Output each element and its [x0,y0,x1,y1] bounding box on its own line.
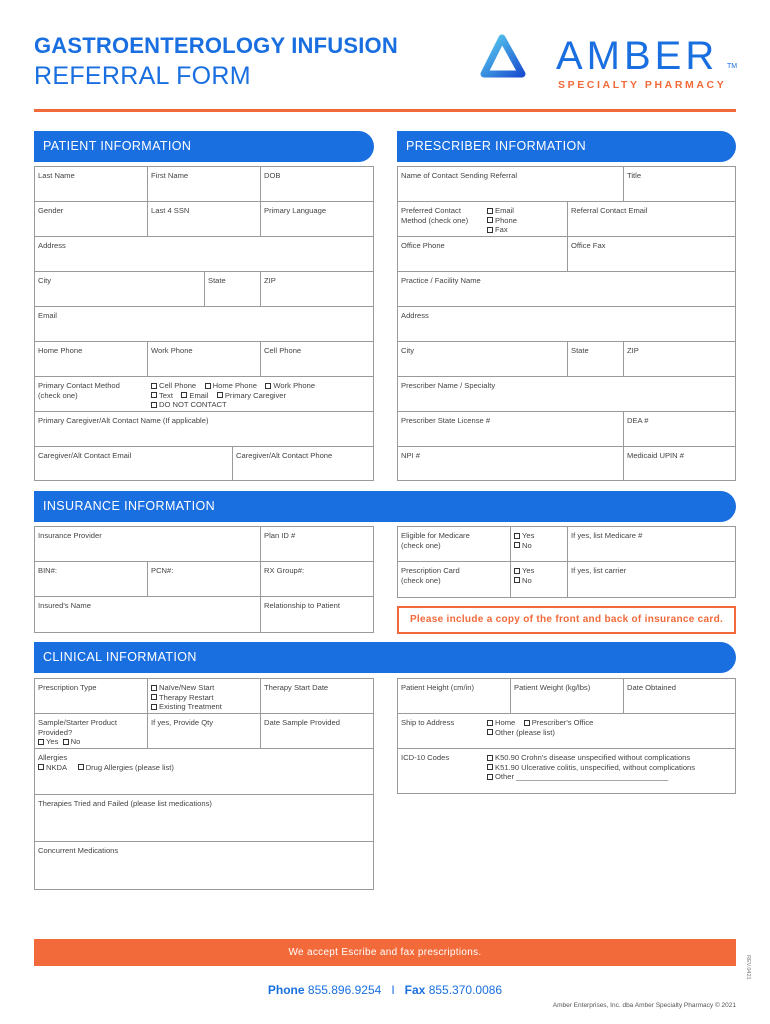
patient-address-field[interactable] [35,237,373,272]
label: Prescriber State License # [401,416,491,425]
label: K51.90 Ulcerative colitis, unspecified, without complications [495,762,696,772]
contact-line [0,983,770,997]
label: No [522,575,532,585]
label: Date Sample Provided [264,718,340,727]
height-field[interactable] [398,679,511,714]
opt-naive[interactable] [151,683,257,693]
opt-no[interactable] [63,737,81,746]
label: Email [189,390,209,400]
label: Yes [46,737,59,746]
icd10-options [487,753,695,782]
label: Address [38,241,66,250]
label: RX Group#: [264,566,305,575]
label: Title [627,171,642,180]
allergies-field [35,749,373,795]
escribe-banner: We accept Escribe and fax prescriptions. [34,939,736,966]
label: Plan ID # [264,531,296,540]
insurance-provider-field[interactable] [35,527,261,562]
label: Date Obtained [627,683,676,692]
patient-city-field[interactable] [35,272,205,307]
separator: I [391,983,395,997]
header-divider [34,109,736,112]
sample-product-field [35,714,148,749]
label: DO NOT CONTACT [159,400,227,409]
opt-k51[interactable] [487,763,695,773]
office-phone-field[interactable] [398,237,568,272]
label: DEA # [627,416,649,425]
insured-name-field[interactable] [35,597,261,632]
plan-id-field[interactable] [261,527,373,562]
opt-work-phone[interactable] [265,381,315,390]
concurrent-meds-field[interactable] [35,842,373,889]
referral-email-field[interactable] [568,202,735,237]
label: Work Phone [151,346,193,355]
opt-existing[interactable] [151,702,257,712]
label: (check one) [38,390,78,400]
label: Prescriber's Office [531,718,594,727]
label: Name of Contact Sending Referral [401,171,518,180]
office-fax-field[interactable] [568,237,735,272]
checkbox[interactable] [487,764,493,770]
label: Work Phone [273,381,316,390]
brand-tm: TM [727,63,738,70]
checkbox[interactable] [487,227,493,233]
opt-email[interactable] [487,206,517,216]
insurance-grid-right [397,526,736,598]
checkbox[interactable] [487,720,493,726]
label: Therapy Restart [159,692,214,702]
label: Text [159,390,173,400]
opt-phone[interactable] [487,216,517,226]
rx-group-field[interactable] [261,562,373,597]
caregiver-email-field[interactable] [35,447,233,480]
clinical-grid-right [397,678,736,794]
label: Primary Caregiver/Alt Contact Name (If applicable) [38,416,209,425]
phone-number[interactable]: 855.896.9254 [307,983,382,997]
checkbox[interactable] [487,774,493,780]
label: Primary Contact Method [38,381,120,390]
opt-no[interactable] [514,576,564,586]
prescriber-section-header: PRESCRIBER INFORMATION [397,131,736,162]
opt-yes[interactable] [38,737,58,746]
patient-section-header: PATIENT INFORMATION [34,131,374,162]
label: First Name [151,171,189,180]
opt-icd-other[interactable] [487,772,695,782]
label: Eligible for Medicare [401,531,470,540]
label: Yes [522,566,535,575]
fax-number[interactable]: 855.370.0086 [428,983,503,997]
label: DOB [264,171,281,180]
label: Patient Height (cm/in) [401,683,475,692]
label: Concurrent Medications [38,846,119,855]
label: ZIP [264,276,276,285]
label: Therapies Tried and Failed (please list medications) [38,799,212,808]
date-sample-field[interactable] [261,714,373,749]
contact-name-field[interactable] [398,167,624,202]
weight-field[interactable] [511,679,624,714]
label: Other ____________________________________ [495,772,669,781]
label: PCN#: [151,566,174,575]
gender-field[interactable] [35,202,148,237]
checkbox[interactable] [151,694,157,700]
opt-text[interactable] [151,391,173,400]
therapies-tried-field[interactable] [35,795,373,842]
checkbox[interactable] [63,739,69,745]
therapy-start-field[interactable] [261,679,373,714]
label: Other (please list) [495,727,555,737]
icd10-row [398,749,735,793]
opt-restart[interactable] [151,693,257,703]
medicare-number-field[interactable] [568,527,735,562]
primary-contact-label [38,381,120,400]
label: If yes, list carrier [571,566,627,575]
primary-language-field[interactable] [261,202,373,237]
bin-field[interactable] [35,562,148,597]
brand-name: AMBER [556,34,719,78]
label: Primary Language [264,206,327,215]
practice-field[interactable] [398,272,735,307]
label: Insured's Name [38,601,91,610]
sample-qty-field[interactable] [148,714,261,749]
label: Address [401,311,429,320]
opt-yes[interactable] [514,531,564,541]
ship-to-options [487,718,593,737]
label: Fax [495,225,508,234]
checkbox[interactable] [151,383,157,389]
prescription-type-options [148,679,261,714]
prescriber-city-field[interactable] [398,342,568,377]
label: NKDA [46,762,68,772]
checkbox[interactable] [38,764,44,770]
label: Home Phone [212,381,257,390]
prescription-card-label [398,562,511,597]
label: Existing Treatment [159,702,222,711]
label: Prescription Card [401,566,460,575]
form-title: GASTROENTEROLOGY INFUSION [34,33,398,58]
label: Therapy Start Date [264,683,329,692]
checkbox[interactable] [487,208,493,214]
checkbox[interactable] [487,217,493,223]
fax-label: Fax [404,983,426,997]
checkbox[interactable] [205,383,211,389]
opt-cell-phone[interactable] [151,381,196,390]
label: BIN#: [38,566,57,575]
caregiver-name-field[interactable] [35,412,373,447]
checkbox[interactable] [151,402,157,408]
opt-office[interactable] [524,718,594,727]
preferred-contact-row [398,202,568,237]
label: Prescriber Name / Specialty [401,381,496,390]
phone-label: Phone [267,983,305,997]
label: Cell Phone [159,381,197,390]
insurance-section-header: INSURANCE INFORMATION [34,491,736,522]
prescriber-address-field[interactable] [398,307,735,342]
checkbox[interactable] [524,720,530,726]
label: Last Name [38,171,75,180]
label: Patient Weight (kg/lbs) [514,683,591,692]
label: Home Phone [38,346,83,355]
opt-primary-caregiver[interactable] [217,391,286,400]
label: Insurance Provider [38,531,102,540]
opt-k50[interactable] [487,753,695,763]
label: Email [38,311,57,320]
label: If yes, Provide Qty [151,718,214,727]
opt-drug-allergies[interactable] [78,763,174,772]
label: Caregiver/Alt Contact Phone [236,451,333,460]
label: City [38,276,52,285]
label: Preferred Contact [401,206,461,215]
label: Cell Phone [264,346,302,355]
label: Office Phone [401,241,445,250]
label: No [70,737,81,746]
opt-home-phone[interactable] [205,381,257,390]
label: Drug Allergies (please list) [85,762,174,772]
label: Medicaid UPIN # [627,451,684,460]
npi-field[interactable] [398,447,624,480]
eligible-medicare-label [398,527,511,562]
preferred-contact-options [487,206,517,235]
opt-other[interactable] [487,728,593,738]
label: If yes, list Medicare # [571,531,643,540]
checkbox[interactable] [265,383,271,389]
patient-email-field[interactable] [35,307,373,342]
label: Referral Contact Email [571,206,648,215]
card-options [511,562,568,597]
label: K50.90 Crohn's disease unspecified without complications [495,753,691,762]
dob-field[interactable] [261,167,373,202]
date-obtained-field[interactable] [624,679,735,714]
label: Naïve/New Start [159,683,215,692]
first-name-field[interactable] [148,167,261,202]
ship-to-row [398,714,735,749]
opt-home[interactable] [487,718,515,727]
relationship-field[interactable] [261,597,373,632]
clinical-grid-left [34,678,374,890]
label: Relationship to Patient [264,601,340,610]
prescriber-name-field[interactable] [398,377,735,412]
label: (check one) [401,575,441,585]
checkbox[interactable] [151,685,157,691]
label: Yes [522,531,535,540]
label: NPI # [401,451,420,460]
copyright: Amber Enterprises, Inc. dba Amber Specialty Pharmacy © 2021 [552,1002,736,1009]
label: Caregiver/Alt Contact Email [38,451,132,460]
prescription-type-label [35,679,148,714]
label: Practice / Facility Name [401,276,481,285]
pcn-field[interactable] [148,562,261,597]
revision-code: REV.0421 [745,955,751,980]
preferred-contact-label [401,206,468,225]
title-field[interactable] [624,167,735,202]
last-name-field[interactable] [35,167,148,202]
label: Office Fax [571,241,606,250]
last4ssn-field[interactable] [148,202,261,237]
patient-grid [34,166,374,481]
insurance-grid-left [34,526,374,633]
work-phone-field[interactable] [148,342,261,377]
label: State [571,346,589,355]
state-license-field[interactable] [398,412,624,447]
cell-phone-field[interactable] [261,342,373,377]
checkbox[interactable] [514,533,520,539]
label: Last 4 SSN [151,206,190,215]
carrier-field[interactable] [568,562,735,597]
label: (check one) [401,540,441,550]
primary-contact-method-row [35,377,373,412]
checkbox[interactable] [38,739,44,745]
label: Ship to Address [401,718,455,727]
patient-zip-field[interactable] [261,272,373,307]
prescriber-state-field[interactable] [568,342,624,377]
checkbox[interactable] [151,392,157,398]
brand-subtitle: SPECIALTY PHARMACY [558,79,727,91]
label: Prescription Type [38,683,97,692]
label: Home [495,718,516,727]
label: ZIP [627,346,639,355]
label: Allergies [38,753,68,762]
checkbox[interactable] [151,704,157,710]
label: ICD-10 Codes [401,753,450,762]
opt-nkda[interactable] [38,763,67,772]
label: Email [495,206,514,215]
label: Primary Caregiver [224,390,287,400]
checkbox[interactable] [487,755,493,761]
caregiver-phone-field[interactable] [233,447,373,480]
checkbox[interactable] [217,392,223,398]
form-subtitle: REFERRAL FORM [34,62,251,90]
medicare-options [511,527,568,562]
opt-email[interactable] [181,391,208,400]
prescriber-grid [397,166,736,481]
label: City [401,346,415,355]
opt-yes[interactable] [514,566,564,576]
checkbox[interactable] [514,542,520,548]
label: Method (check one) [401,215,469,225]
clinical-section-header: CLINICAL INFORMATION [34,642,736,673]
contact-options [151,381,371,410]
checkbox[interactable] [514,568,520,574]
home-phone-field[interactable] [35,342,148,377]
patient-state-field[interactable] [205,272,261,307]
checkbox[interactable] [78,764,84,770]
label: Gender [38,206,64,215]
label: Provided? [38,727,73,737]
medicaid-field[interactable] [624,447,735,480]
insurance-card-note: Please include a copy of the front and back of insurance card. [397,606,736,634]
label: State [208,276,226,285]
label: Phone [495,215,517,225]
prescriber-zip-field[interactable] [624,342,735,377]
checkbox[interactable] [487,729,493,735]
dea-field[interactable] [624,412,735,447]
label: No [522,540,532,550]
opt-do-not-contact[interactable] [151,400,227,409]
checkbox[interactable] [514,577,520,583]
label: Sample/Starter Product [38,718,117,727]
opt-no[interactable] [514,541,564,551]
opt-fax[interactable] [487,225,517,235]
checkbox[interactable] [181,392,187,398]
